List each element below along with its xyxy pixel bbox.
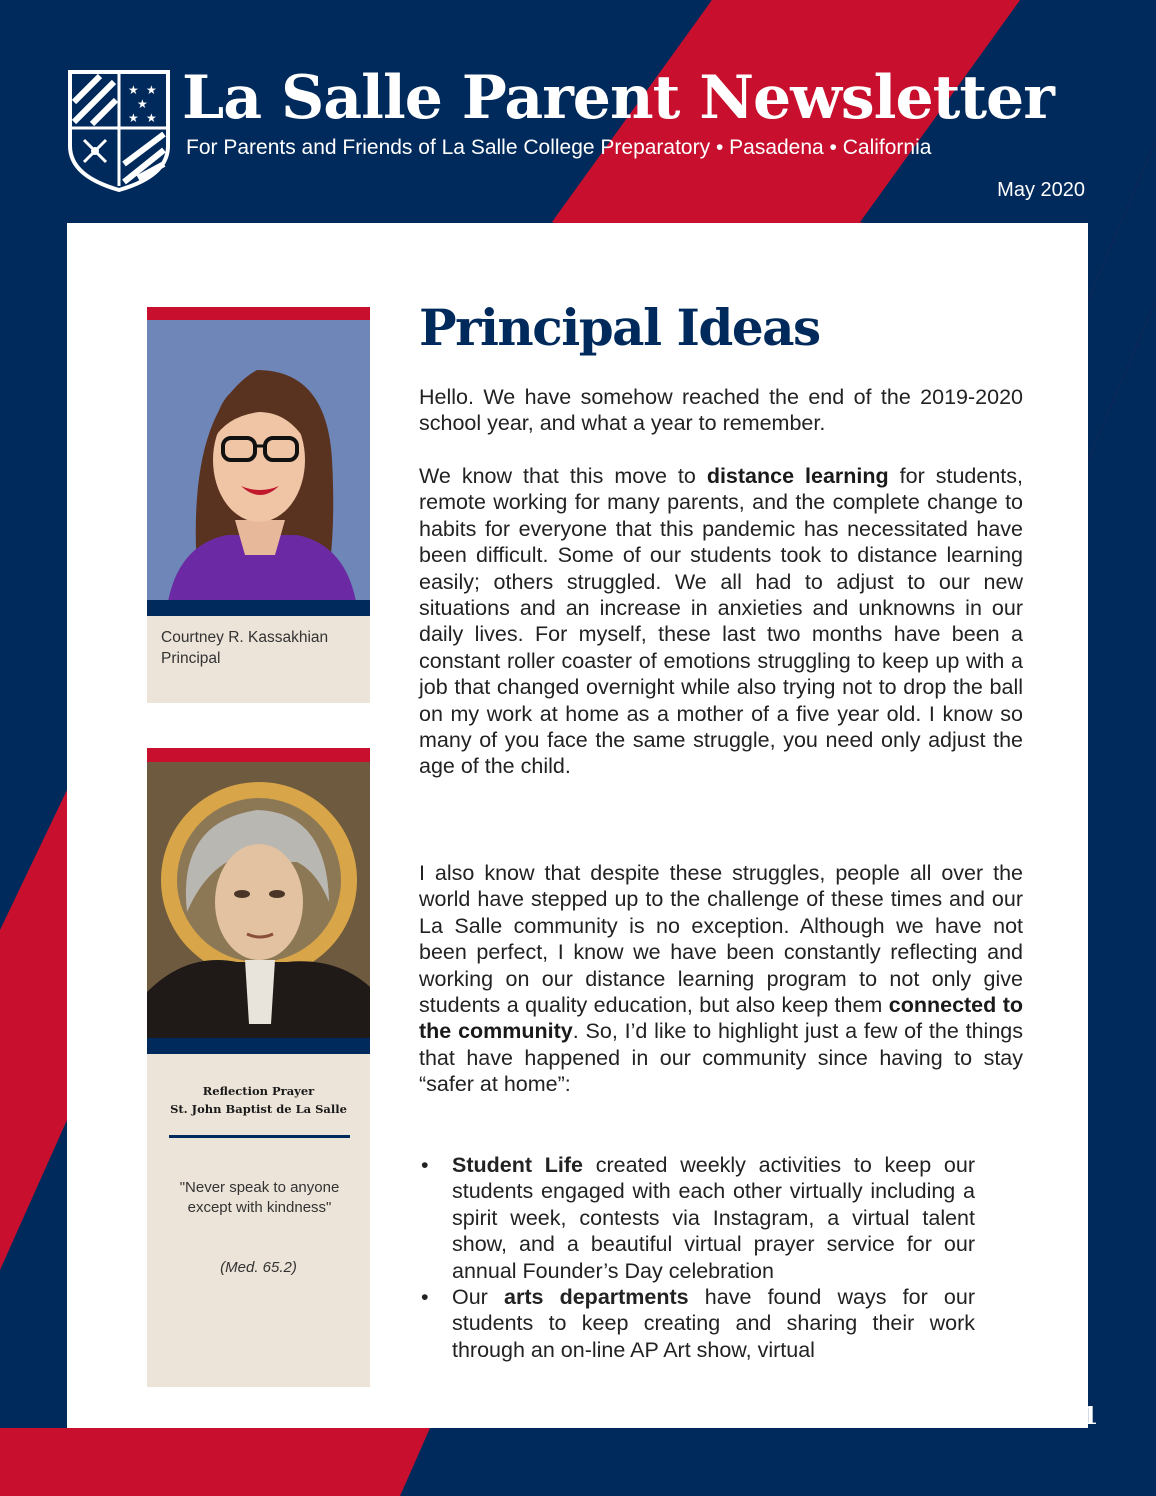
list-item-text: created weekly activities to keep our students engaged with each other virtually including a spirit week, contests via Instagram, a virtual talent show, and a beautiful virtual prayer service for our annual Founder’s Day celebration	[452, 1153, 975, 1283]
bold-phrase: Student Life	[452, 1153, 583, 1177]
svg-text:★: ★	[146, 111, 157, 125]
prayer-title-line1: Reflection Prayer	[202, 1084, 315, 1098]
newsletter-subtitle: For Parents and Friends of La Salle College Preparatory • Pasadena • California	[186, 136, 932, 159]
bold-phrase: connected to the community	[419, 993, 1023, 1044]
article-paragraph-2	[419, 463, 1023, 780]
top-accent-bar	[147, 307, 370, 320]
svg-text:★: ★	[128, 83, 139, 97]
prayer-quote: "Never speak to anyone except with kindness"	[179, 1179, 340, 1216]
top-accent-bar	[147, 748, 370, 762]
bullet-icon: •	[421, 1285, 429, 1310]
svg-text:★: ★	[128, 111, 139, 125]
issue-date: May 2020	[997, 179, 1085, 201]
list-item	[419, 1152, 975, 1284]
list-item-prefix: Our	[452, 1285, 504, 1310]
paragraph-text: for students, remote working for many parents, and the complete change to habits for everyone that this pandemic has necessitated have been difficult. Some of our students took to distance learning easily; others struggled. We all had to adjust to our new situations and an increase in anxieties and unknowns in our daily lives. For myself, these last two months have been a constant roller coaster of emotions struggling to keep up with a job that changed overnight while also trying not to drop the ball on my work at home as a mother of a five year old. I know so many of you face the same struggle, you need only adjust the age of the child.	[419, 464, 1023, 779]
saint-portrait	[147, 762, 370, 1040]
principal-caption	[161, 627, 371, 669]
bullet-icon: •	[421, 1153, 429, 1177]
portrait-bottom-bar	[147, 1038, 370, 1054]
list-item-text: have found ways for our students to keep creating and sharing their work through an on-line AP Art show, virtual	[452, 1285, 975, 1362]
article-paragraph-1: Hello. We have somehow reached the end of the 2019-2020 school year, and what a year to remember.	[419, 385, 1023, 436]
highlights-list	[419, 1152, 975, 1363]
school-crest-icon	[66, 68, 172, 194]
newsletter-title: La Salle Parent Newsletter	[182, 63, 1054, 133]
list-item	[419, 1284, 975, 1363]
prayer-divider	[169, 1135, 350, 1138]
principal-role: Principal	[161, 650, 221, 667]
article-paragraph-3	[419, 860, 1023, 1098]
principal-name: Courtney R. Kassakhian	[161, 629, 329, 646]
photo-bottom-bar	[147, 600, 370, 616]
prayer-citation: (Med. 65.2)	[220, 1259, 297, 1276]
paragraph-text: . So, I’d like to highlight just a few of the things that have happened in our community since having to stay “safer at home”:	[419, 1019, 1023, 1097]
newsletter-header	[0, 0, 1156, 222]
principal-sidebox	[147, 307, 370, 703]
article-heading: Principal Ideas	[419, 298, 820, 357]
bold-phrase: arts departments	[504, 1285, 689, 1310]
bold-phrase: distance learning	[706, 464, 889, 488]
page-number: 1	[1081, 1401, 1099, 1430]
svg-text:★: ★	[137, 97, 148, 111]
prayer-sidebox	[147, 748, 370, 1387]
prayer-title-line2: St. John Baptist de La Salle	[170, 1102, 347, 1116]
paragraph-text: I also know that despite these struggles, people all over the world have stepped up to the challenge of these times and our La Salle community is no exception. Although we have not been perfect, I know we have been constantly reflecting and working on our distance learning program to not only give students a quality education, but also keep them	[419, 861, 1023, 1018]
principal-photo	[147, 320, 370, 607]
prayer-title	[147, 1082, 370, 1118]
svg-text:★: ★	[146, 83, 157, 97]
paragraph-text: We know that this move to	[419, 464, 707, 488]
